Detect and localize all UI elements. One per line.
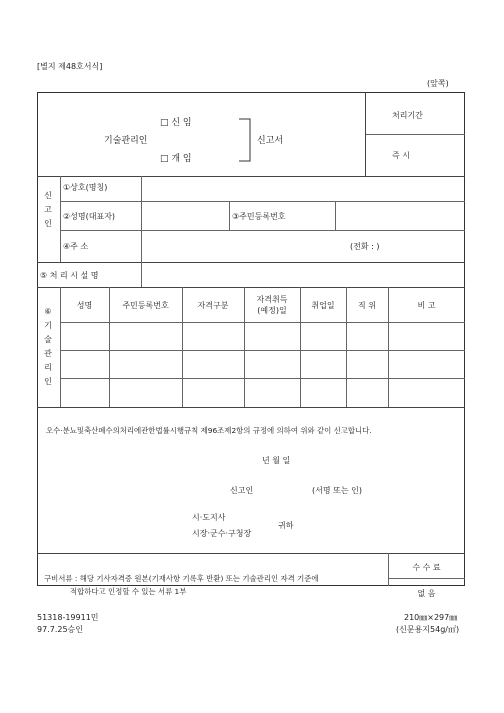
col-divider (141, 176, 142, 287)
column-qualification-date: 자격취득 (예정)일 (256, 295, 288, 315)
row-divider (37, 287, 465, 288)
row-divider (365, 134, 465, 135)
row-divider (388, 578, 465, 579)
company-name-label: ①상호(명칭) (63, 183, 108, 192)
column-name: 성명 (76, 301, 93, 310)
row-divider (37, 176, 465, 177)
form-code: 51318-19911민 (37, 613, 99, 622)
paper-type: (신문용지54g/㎡) (396, 625, 460, 634)
form-suffix: 신고서 (257, 136, 284, 146)
option-new-appointment: □ 신 임 (160, 118, 192, 128)
reporter-label: 신고인 (230, 486, 254, 495)
recipient-governor: 시·도지사 (192, 513, 226, 522)
row-divider (60, 350, 465, 351)
form-subject: 기술관리인 (104, 136, 148, 146)
column-resident-id: 주민등록번호 (122, 301, 169, 310)
fee-value: 없 음 (417, 589, 436, 598)
col-divider (365, 92, 366, 176)
address-label: ④주 소 (63, 242, 89, 251)
col-divider (229, 201, 230, 230)
recipient-suffix: 귀하 (278, 521, 294, 530)
column-remarks: 비 고 (417, 301, 436, 310)
form-frame (37, 92, 465, 586)
report-date: 년 월 일 (262, 456, 291, 465)
row-divider (60, 378, 465, 379)
approval-date: 97.7.25승인 (37, 625, 83, 634)
page-side-label: (앞쪽) (427, 79, 449, 88)
option-dismissal: □ 개 임 (160, 154, 192, 164)
fee-label: 수 수 료 (412, 563, 441, 572)
resident-id-label: ③주민등록번호 (232, 212, 286, 221)
required-documents-line2: 적합하다고 인정할 수 있는 서류 1부 (70, 587, 187, 596)
signature-label: (서명 또는 인) (312, 486, 362, 495)
col-divider (60, 176, 61, 262)
row-divider (37, 262, 465, 263)
phone-label: (전화 : ) (350, 242, 380, 251)
row-divider (37, 553, 465, 554)
tech-manager-section-label: ⑥ 기 술 관 리 인 (44, 307, 52, 386)
column-employment-date: 취업일 (311, 301, 335, 310)
required-documents-line1: 구비서류 : 해당 기사자격증 원본(기재사항 기록후 반환) 또는 기술관리인 자격 기준에 (44, 574, 319, 583)
facility-name-label: ⑤ 처 리 시 설 명 (40, 271, 99, 280)
column-qualification-type: 자격구분 (197, 301, 229, 310)
processing-period-value: 즉 시 (392, 151, 410, 160)
representative-name-label: ②성명(대표자) (63, 212, 116, 221)
row-divider (60, 201, 465, 202)
title-bracket (238, 118, 252, 162)
declaration-text: 오수·분뇨및축산폐수의처리에관한법률시행규칙 제96조제2항의 규정에 의하여 위와 같이 신고합니다. (46, 426, 372, 435)
row-divider (60, 230, 465, 231)
row-divider (60, 322, 465, 323)
paper-size: 210㎜×297㎜ (404, 613, 458, 622)
column-position: 직 위 (358, 301, 376, 310)
col-divider (335, 201, 336, 230)
recipient-mayor: 시장·군수·구청장 (192, 529, 252, 538)
row-divider (37, 407, 465, 408)
processing-period-label: 처리기간 (392, 111, 423, 120)
form-number: [별지 제48호서식] (37, 62, 103, 71)
applicant-section-label: 신 고 인 (44, 191, 52, 228)
